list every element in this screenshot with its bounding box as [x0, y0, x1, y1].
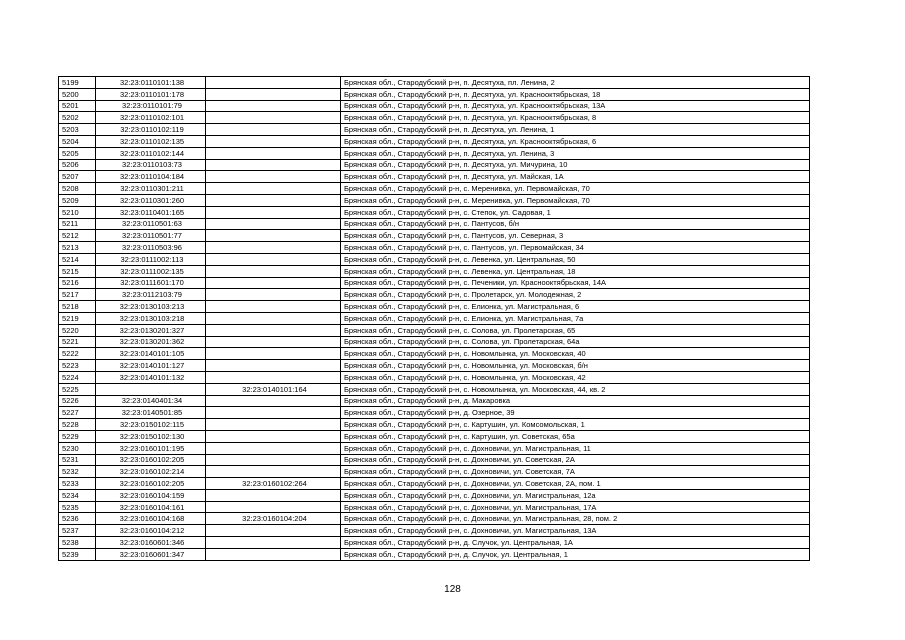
address-cell: Брянская обл., Стародубский р-н, с. Дохновичи, ул. Магистральная, 13А: [341, 525, 810, 537]
table-row: [59, 88, 810, 100]
row-number-cell: 5207: [59, 171, 96, 183]
table-row: [59, 407, 810, 419]
cadastral-number-2-cell: [206, 135, 341, 147]
cadastral-number-cell: 32:23:0110101:138: [96, 77, 206, 89]
cadastral-number-cell: 32:23:0110102:101: [96, 112, 206, 124]
cadastral-number-cell: 32:23:0160104:212: [96, 525, 206, 537]
address-cell: Брянская обл., Стародубский р-н, с. Солова, ул. Пролетарская, 65: [341, 324, 810, 336]
cadastral-number-cell: 32:23:0110301:211: [96, 183, 206, 195]
cadastral-number-2-cell: [206, 183, 341, 195]
address-cell: Брянская обл., Стародубский р-н, д. Случок, ул. Центральная, 1: [341, 548, 810, 560]
address-cell: Брянская обл., Стародубский р-н, с. Пантусов, ул. Северная, 3: [341, 230, 810, 242]
table-row: [59, 525, 810, 537]
row-number-cell: 5202: [59, 112, 96, 124]
row-number-cell: 5208: [59, 183, 96, 195]
table-row: [59, 548, 810, 560]
cadastral-number-cell: 32:23:0111601:170: [96, 277, 206, 289]
cadastral-number-cell: 32:23:0160601:347: [96, 548, 206, 560]
address-cell: Брянская обл., Стародубский р-н, с. Новомлынка, ул. Московская, 44, кв. 2: [341, 383, 810, 395]
row-number-cell: 5223: [59, 360, 96, 372]
address-cell: Брянская обл., Стародубский р-н, д. Макаровка: [341, 395, 810, 407]
cadastral-number-2-cell: [206, 253, 341, 265]
table-row: [59, 277, 810, 289]
cadastral-number-2-cell: [206, 289, 341, 301]
cadastral-number-cell: 32:23:0140101:127: [96, 360, 206, 372]
table-row: [59, 147, 810, 159]
address-cell: Брянская обл., Стародубский р-н, п. Десятуха, ул. Ленина, 1: [341, 124, 810, 136]
address-cell: Брянская обл., Стародубский р-н, с. Новомлынка, ул. Московская, б/н: [341, 360, 810, 372]
table-row: [59, 537, 810, 549]
address-cell: Брянская обл., Стародубский р-н, с. Степок, ул. Садовая, 1: [341, 206, 810, 218]
cadastral-number-2-cell: [206, 501, 341, 513]
address-cell: Брянская обл., Стародубский р-н, п. Десятуха, ул. Краснооктябрьская, 13А: [341, 100, 810, 112]
cadastral-number-cell: 32:23:0160102:205: [96, 454, 206, 466]
address-cell: Брянская обл., Стародубский р-н, с. Пролетарск, ул. Молодежная, 2: [341, 289, 810, 301]
row-number-cell: 5228: [59, 419, 96, 431]
table-row: [59, 513, 810, 525]
page-number: 128: [444, 584, 461, 595]
address-cell: Брянская обл., Стародубский р-н, с. Дохновичи, ул. Магистральная, 28, пом. 2: [341, 513, 810, 525]
table-row: [59, 324, 810, 336]
cadastral-number-2-cell: [206, 360, 341, 372]
table-row: [59, 419, 810, 431]
table-row: [59, 206, 810, 218]
cadastral-number-cell: 32:23:0150102:130: [96, 430, 206, 442]
cadastral-number-cell: 32:23:0110102:119: [96, 124, 206, 136]
cadastral-number-cell: 32:23:0110101:178: [96, 88, 206, 100]
cadastral-number-2-cell: [206, 265, 341, 277]
address-cell: Брянская обл., Стародубский р-н, д. Случок, ул. Центральная, 1А: [341, 537, 810, 549]
row-number-cell: 5227: [59, 407, 96, 419]
address-cell: Брянская обл., Стародубский р-н, с. Левенка, ул. Центральная, 18: [341, 265, 810, 277]
cadastral-number-2-cell: [206, 230, 341, 242]
row-number-cell: 5233: [59, 478, 96, 490]
cadastral-number-2-cell: [206, 312, 341, 324]
cadastral-number-2-cell: 32:23:0160102:264: [206, 478, 341, 490]
cadastral-number-cell: 32:23:0110301:260: [96, 194, 206, 206]
cadastral-number-cell: 32:23:0110101:79: [96, 100, 206, 112]
row-number-cell: 5209: [59, 194, 96, 206]
cadastral-number-cell: 32:23:0110102:144: [96, 147, 206, 159]
cadastral-number-cell: 32:23:0130103:218: [96, 312, 206, 324]
table-row: [59, 194, 810, 206]
cadastral-number-2-cell: [206, 348, 341, 360]
row-number-cell: 5220: [59, 324, 96, 336]
cadastral-number-2-cell: [206, 430, 341, 442]
address-cell: Брянская обл., Стародубский р-н, с. Пантусов, б/н: [341, 218, 810, 230]
table-row: [59, 112, 810, 124]
cadastral-number-cell: 32:23:0110501:63: [96, 218, 206, 230]
address-cell: Брянская обл., Стародубский р-н, п. Десятуха, ул. Краснооктябрьская, 18: [341, 88, 810, 100]
table-row: [59, 312, 810, 324]
table-row: [59, 289, 810, 301]
table-row: [59, 124, 810, 136]
row-number-cell: 5201: [59, 100, 96, 112]
registry-table-body: [59, 77, 810, 561]
cadastral-number-cell: 32:23:0130201:327: [96, 324, 206, 336]
address-cell: Брянская обл., Стародубский р-н, п. Десятуха, ул. Краснооктябрьская, 8: [341, 112, 810, 124]
address-cell: Брянская обл., Стародубский р-н, с. Картушин, ул. Советская, 65а: [341, 430, 810, 442]
table-row: [59, 489, 810, 501]
address-cell: Брянская обл., Стародубский р-н, с. Новомлынка, ул. Московская, 40: [341, 348, 810, 360]
table-row: [59, 395, 810, 407]
row-number-cell: 5222: [59, 348, 96, 360]
address-cell: Брянская обл., Стародубский р-н, п. Десятуха, ул. Краснооктябрьская, 6: [341, 135, 810, 147]
row-number-cell: 5210: [59, 206, 96, 218]
table-row: [59, 371, 810, 383]
cadastral-number-cell: 32:23:0110104:184: [96, 171, 206, 183]
cadastral-number-cell: 32:23:0110501:77: [96, 230, 206, 242]
cadastral-number-cell: 32:23:0110401:165: [96, 206, 206, 218]
row-number-cell: 5218: [59, 301, 96, 313]
table-row: [59, 454, 810, 466]
address-cell: Брянская обл., Стародубский р-н, с. Пантусов, ул. Первомайская, 34: [341, 242, 810, 254]
table-row: [59, 171, 810, 183]
table-row: [59, 478, 810, 490]
row-number-cell: 5226: [59, 395, 96, 407]
row-number-cell: 5238: [59, 537, 96, 549]
cadastral-number-2-cell: [206, 301, 341, 313]
cadastral-number-2-cell: [206, 537, 341, 549]
table-row: [59, 253, 810, 265]
cadastral-number-2-cell: [206, 395, 341, 407]
cadastral-number-cell: 32:23:0160104:168: [96, 513, 206, 525]
row-number-cell: 5216: [59, 277, 96, 289]
row-number-cell: 5235: [59, 501, 96, 513]
row-number-cell: 5211: [59, 218, 96, 230]
cadastral-number-cell: [96, 383, 206, 395]
row-number-cell: 5206: [59, 159, 96, 171]
table-row: [59, 135, 810, 147]
row-number-cell: 5232: [59, 466, 96, 478]
address-cell: Брянская обл., Стародубский р-н, п. Десятуха, ул. Мичурина, 10: [341, 159, 810, 171]
cadastral-number-2-cell: [206, 277, 341, 289]
cadastral-number-2-cell: [206, 171, 341, 183]
table-row: [59, 501, 810, 513]
cadastral-number-cell: 32:23:0130103:213: [96, 301, 206, 313]
table-row: [59, 242, 810, 254]
address-cell: Брянская обл., Стародубский р-н, с. Меренивка, ул. Первомайская, 70: [341, 194, 810, 206]
cadastral-number-2-cell: [206, 77, 341, 89]
cadastral-number-2-cell: [206, 324, 341, 336]
cadastral-number-2-cell: [206, 525, 341, 537]
table-row: [59, 301, 810, 313]
cadastral-number-cell: 32:23:0140501:85: [96, 407, 206, 419]
row-number-cell: 5213: [59, 242, 96, 254]
cadastral-number-cell: 32:23:0160102:214: [96, 466, 206, 478]
cadastral-number-cell: 32:23:0150102:115: [96, 419, 206, 431]
address-cell: Брянская обл., Стародубский р-н, с. Дохновичи, ул. Советская, 7А: [341, 466, 810, 478]
table-row: [59, 336, 810, 348]
row-number-cell: 5231: [59, 454, 96, 466]
row-number-cell: 5214: [59, 253, 96, 265]
address-cell: Брянская обл., Стародубский р-н, с. Солова, ул. Пролетарская, 64а: [341, 336, 810, 348]
row-number-cell: 5215: [59, 265, 96, 277]
cadastral-number-2-cell: [206, 194, 341, 206]
address-cell: Брянская обл., Стародубский р-н, с. Печеники, ул. Краснооктябрьская, 14А: [341, 277, 810, 289]
row-number-cell: 5234: [59, 489, 96, 501]
address-cell: Брянская обл., Стародубский р-н, с. Дохновичи, ул. Магистральная, 17А: [341, 501, 810, 513]
table-row: [59, 430, 810, 442]
cadastral-number-2-cell: [206, 419, 341, 431]
address-cell: Брянская обл., Стародубский р-н, д. Озерное, 39: [341, 407, 810, 419]
address-cell: Брянская обл., Стародубский р-н, п. Десятуха, ул. Ленина, 3: [341, 147, 810, 159]
cadastral-number-2-cell: [206, 336, 341, 348]
table-row: [59, 230, 810, 242]
row-number-cell: 5199: [59, 77, 96, 89]
address-cell: Брянская обл., Стародубский р-н, с. Картушин, ул. Комсомольская, 1: [341, 419, 810, 431]
row-number-cell: 5205: [59, 147, 96, 159]
table-row: [59, 159, 810, 171]
address-cell: Брянская обл., Стародубский р-н, п. Десятуха, пл. Ленина, 2: [341, 77, 810, 89]
cadastral-number-2-cell: [206, 548, 341, 560]
row-number-cell: 5224: [59, 371, 96, 383]
table-row: [59, 183, 810, 195]
address-cell: Брянская обл., Стародубский р-н, п. Десятуха, ул. Майская, 1А: [341, 171, 810, 183]
cadastral-number-2-cell: [206, 206, 341, 218]
table-row: [59, 383, 810, 395]
cadastral-number-2-cell: 32:23:0160104:204: [206, 513, 341, 525]
cadastral-number-2-cell: [206, 147, 341, 159]
row-number-cell: 5239: [59, 548, 96, 560]
cadastral-number-2-cell: [206, 124, 341, 136]
row-number-cell: 5236: [59, 513, 96, 525]
row-number-cell: 5203: [59, 124, 96, 136]
cadastral-number-cell: 32:23:0160102:205: [96, 478, 206, 490]
cadastral-number-cell: 32:23:0140401:34: [96, 395, 206, 407]
table-row: [59, 360, 810, 372]
address-cell: Брянская обл., Стародубский р-н, с. Дохновичи, ул. Магистральная, 12а: [341, 489, 810, 501]
row-number-cell: 5219: [59, 312, 96, 324]
cadastral-number-2-cell: [206, 407, 341, 419]
cadastral-number-cell: 32:23:0130201:362: [96, 336, 206, 348]
address-cell: Брянская обл., Стародубский р-н, с. Дохновичи, ул. Магистральная, 11: [341, 442, 810, 454]
table-row: [59, 100, 810, 112]
cadastral-number-2-cell: [206, 218, 341, 230]
cadastral-number-2-cell: [206, 88, 341, 100]
table-row: [59, 218, 810, 230]
cadastral-number-cell: 32:23:0160104:159: [96, 489, 206, 501]
address-cell: Брянская обл., Стародубский р-н, с. Дохновичи, ул. Советская, 2А, пом. 1: [341, 478, 810, 490]
cadastral-number-cell: 32:23:0160601:346: [96, 537, 206, 549]
address-cell: Брянская обл., Стародубский р-н, с. Меренивка, ул. Первомайская, 70: [341, 183, 810, 195]
row-number-cell: 5212: [59, 230, 96, 242]
cadastral-number-2-cell: [206, 242, 341, 254]
table-row: [59, 348, 810, 360]
cadastral-number-cell: 32:23:0112103:79: [96, 289, 206, 301]
row-number-cell: 5217: [59, 289, 96, 301]
row-number-cell: 5200: [59, 88, 96, 100]
row-number-cell: 5221: [59, 336, 96, 348]
table-row: [59, 265, 810, 277]
cadastral-number-cell: 32:23:0111002:135: [96, 265, 206, 277]
cadastral-number-2-cell: [206, 454, 341, 466]
cadastral-number-2-cell: [206, 466, 341, 478]
cadastral-number-2-cell: [206, 159, 341, 171]
cadastral-number-cell: 32:23:0110503:96: [96, 242, 206, 254]
table-row: [59, 77, 810, 89]
cadastral-number-cell: 32:23:0110102:135: [96, 135, 206, 147]
address-cell: Брянская обл., Стародубский р-н, с. Дохновичи, ул. Советская, 2А: [341, 454, 810, 466]
address-cell: Брянская обл., Стародубский р-н, с. Левенка, ул. Центральная, 50: [341, 253, 810, 265]
row-number-cell: 5229: [59, 430, 96, 442]
cadastral-number-2-cell: [206, 371, 341, 383]
row-number-cell: 5225: [59, 383, 96, 395]
cadastral-number-2-cell: [206, 100, 341, 112]
cadastral-number-2-cell: [206, 112, 341, 124]
registry-table: [58, 76, 810, 561]
cadastral-number-2-cell: [206, 442, 341, 454]
row-number-cell: 5237: [59, 525, 96, 537]
row-number-cell: 5230: [59, 442, 96, 454]
table-row: [59, 442, 810, 454]
cadastral-number-cell: 32:23:0140101:105: [96, 348, 206, 360]
cadastral-number-2-cell: [206, 489, 341, 501]
table-row: [59, 466, 810, 478]
cadastral-number-cell: 32:23:0111002:113: [96, 253, 206, 265]
address-cell: Брянская обл., Стародубский р-н, с. Елионка, ул. Магистральная, 6: [341, 301, 810, 313]
row-number-cell: 5204: [59, 135, 96, 147]
cadastral-number-cell: 32:23:0140101:132: [96, 371, 206, 383]
cadastral-number-cell: 32:23:0160104:161: [96, 501, 206, 513]
address-cell: Брянская обл., Стародубский р-н, с. Елионка, ул. Магистральная, 7а: [341, 312, 810, 324]
cadastral-number-2-cell: 32:23:0140101:164: [206, 383, 341, 395]
cadastral-number-cell: 32:23:0110103:73: [96, 159, 206, 171]
cadastral-number-cell: 32:23:0160101:195: [96, 442, 206, 454]
address-cell: Брянская обл., Стародубский р-н, с. Новомлынка, ул. Московская, 42: [341, 371, 810, 383]
